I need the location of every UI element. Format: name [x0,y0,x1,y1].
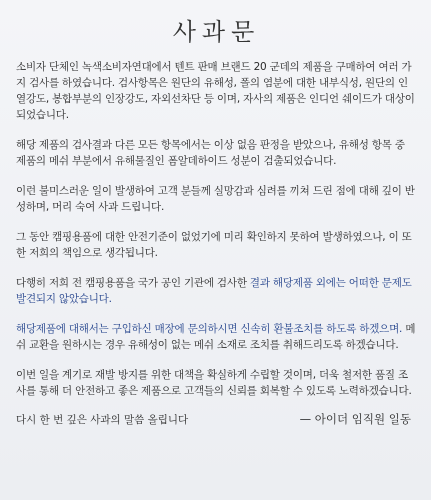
closing-row [16,411,417,428]
paragraph-prevention: 이번 일을 계기로 재발 방지를 위한 대책을 확실하게 수립할 것이며, 더욱 철저한 품질 조사를 통해 더 안전하고 좋은 제품으로 고객들의 신뢰를 회복할 수 있도록 노력하겠습니다. [16,369,412,397]
paragraph-test-overview: 소비자 단체인 녹색소비자연대에서 텐트 판매 브랜드 20 군데의 제품을 구매하여 여러 가지 검사를 하였습니다. 검사항목은 원단의 유해성, 폴의 염분에 대한 내부식성, 원단의 인열강도, 봉합부분의 인장강도, 자외선차단 등 이며, 자사의 제품은 인디언 쉐이드가 대상이 되었습니다. [16,61,415,121]
other-products-text: 다행히 저희 전 캠핑용품을 국가 공인 기관에 검사한 [16,277,250,289]
refund-text: 메쉬 교환을 원하시는 경우 유해성이 없는 메쉬 소재로 조치를 취해드리도록 하겠습니다. [16,323,416,351]
paragraph-refund [16,321,417,353]
other-products-highlight: 결과 해당제품 외에는 어떠한 문제도 발견되지 않았습니다. [16,277,412,305]
closing-line: 다시 한 번 깊은 사과의 말씀 올립니다 [16,414,189,426]
letter-title: 사과문 [172,18,261,46]
signature: — 아이더 임직원 일동 [299,412,411,426]
refund-highlight: 해당제품에 대해서는 구입하신 매장에 문의하시면 신속히 환불조치를 하도록 하겠으며. [16,323,403,335]
paragraph-responsibility: 그 동안 캠핑용품에 대한 안전기준이 없었기에 미리 확인하지 못하여 발생하였으나, 이 또한 저희의 책임으로 생각됩니다. [16,231,412,259]
paragraph-other-products [16,275,417,307]
paragraph-test-result: 해당 제품의 검사결과 다른 모든 항목에서는 이상 없음 판정을 받았으나, 유해성 항목 중 제품의 메쉬 부분에서 유해물질인 폼알데하이드 성분이 검출되었습니다. [16,139,405,167]
paragraph-apology: 이런 불미스러운 일이 발생하여 고객 분들께 실망감과 심려를 끼쳐 드린 점에 대해 깊이 반성하며, 머리 숙여 사과 드립니다. [16,185,415,213]
